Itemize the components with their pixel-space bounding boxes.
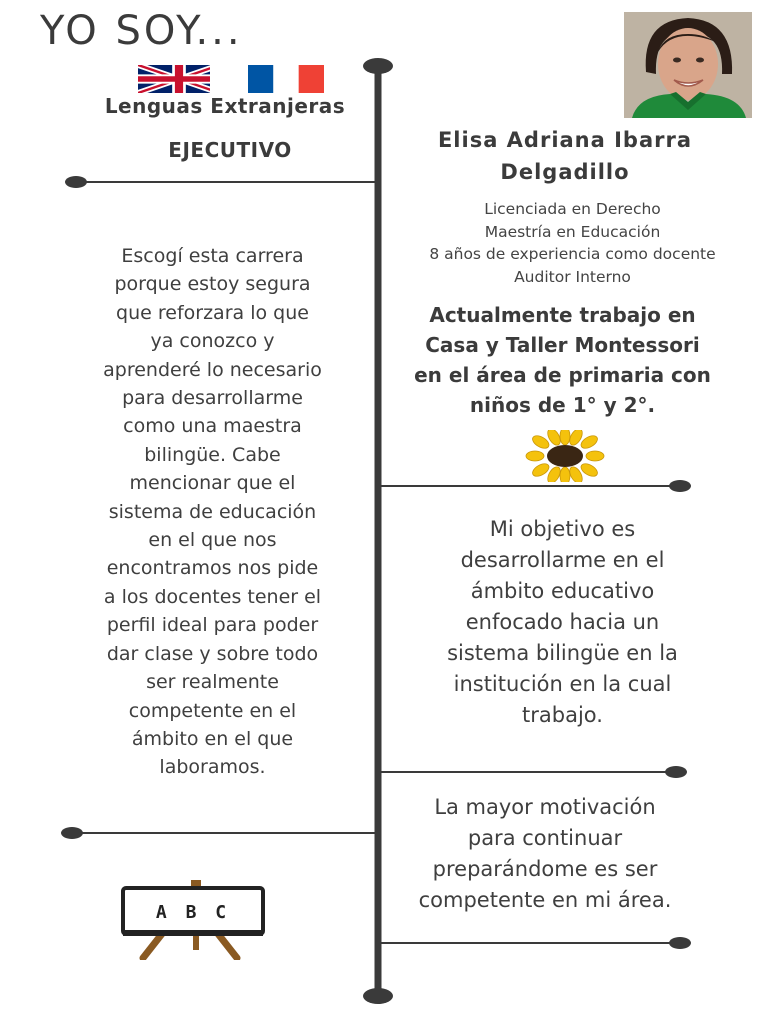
- reason-line: dar clase y sobre todo: [106, 642, 319, 665]
- objective-line: Mi objetivo es: [489, 517, 636, 541]
- timeline-branch-dot-3: [665, 766, 687, 778]
- timeline-dot-top: [363, 58, 393, 74]
- objective-line: ámbito educativo: [470, 579, 655, 603]
- objective-line: sistema bilingüe en la: [447, 641, 678, 665]
- objective-text: [410, 514, 715, 731]
- current-work-line: niños de 1° y 2°.: [469, 393, 656, 417]
- reason-line: para desarrollarme: [122, 387, 303, 410]
- objective-line: trabajo.: [522, 703, 603, 727]
- current-work-text: [380, 300, 745, 420]
- timeline-branch-dot-5: [669, 937, 691, 949]
- credentials-list: [380, 198, 765, 288]
- objective-line: desarrollarme en el: [460, 548, 665, 572]
- timeline-branch-dot-4: [61, 827, 83, 839]
- reason-line: ya conozco y: [150, 330, 275, 353]
- reason-line: perfil ideal para poder: [106, 614, 319, 637]
- reason-line: encontramos nos pide: [106, 557, 319, 580]
- role-label: EJECUTIVO: [168, 138, 292, 162]
- objective-line: enfocado hacia un: [465, 610, 660, 634]
- timeline-branch-dot-2: [669, 480, 691, 492]
- motivation-line: para continuar: [467, 826, 623, 850]
- timeline-branch-dot-1: [65, 176, 87, 188]
- profile-name-line-1: Elisa Adriana Ibarra: [437, 128, 693, 152]
- reason-line: que reforzara lo que: [116, 301, 309, 324]
- reason-line: competente en el: [128, 699, 297, 722]
- current-work-line: Casa y Taller Montessori: [425, 333, 700, 357]
- credential-item: Licenciada en Derecho: [484, 200, 661, 218]
- motivation-line: preparándome es ser: [432, 857, 658, 881]
- career-reason-text: [60, 242, 365, 782]
- uk-flag-icon: [138, 65, 210, 93]
- current-work-line: Actualmente trabajo en: [429, 303, 696, 327]
- credential-item: 8 años de experiencia como docente: [429, 245, 716, 263]
- reason-line: a los docentes tener el: [103, 585, 322, 608]
- objective-line: institución en la cual: [453, 672, 672, 696]
- department-label: Lenguas Extranjeras: [104, 94, 346, 118]
- france-flag-icon: [248, 65, 324, 93]
- credential-item: Auditor Interno: [514, 267, 631, 286]
- profile-name-line-2: Delgadillo: [500, 160, 630, 184]
- motivation-text: [380, 792, 710, 916]
- easel-letters: A B C: [155, 902, 231, 923]
- reason-line: en el que nos: [148, 529, 277, 552]
- current-work-line: en el área de primaria con: [414, 363, 711, 387]
- reason-line: ser realmente: [146, 671, 279, 694]
- motivation-line: La mayor motivación: [434, 795, 656, 819]
- reason-line: porque estoy segura: [114, 273, 311, 296]
- easel-icon: [105, 880, 275, 960]
- reason-line: como una maestra: [123, 415, 302, 438]
- credential-item: Maestría en Educación: [484, 222, 661, 241]
- timeline-dot-bottom: [363, 988, 393, 1004]
- reason-line: laboramos.: [159, 756, 266, 779]
- profile-photo: [624, 12, 752, 118]
- reason-line: bilingüe. Cabe: [144, 443, 281, 466]
- page-title: YO SOY...: [40, 8, 243, 54]
- reason-line: ámbito en el que: [131, 727, 294, 750]
- reason-line: sistema de educación: [108, 500, 317, 523]
- sunflower-icon: [520, 430, 610, 482]
- reason-line: mencionar que el: [129, 472, 296, 495]
- motivation-line: competente en mi área.: [418, 888, 672, 912]
- profile-name: [400, 124, 730, 188]
- reason-line: Escogí esta carrera: [121, 245, 304, 267]
- reason-line: aprenderé lo necesario: [103, 358, 322, 381]
